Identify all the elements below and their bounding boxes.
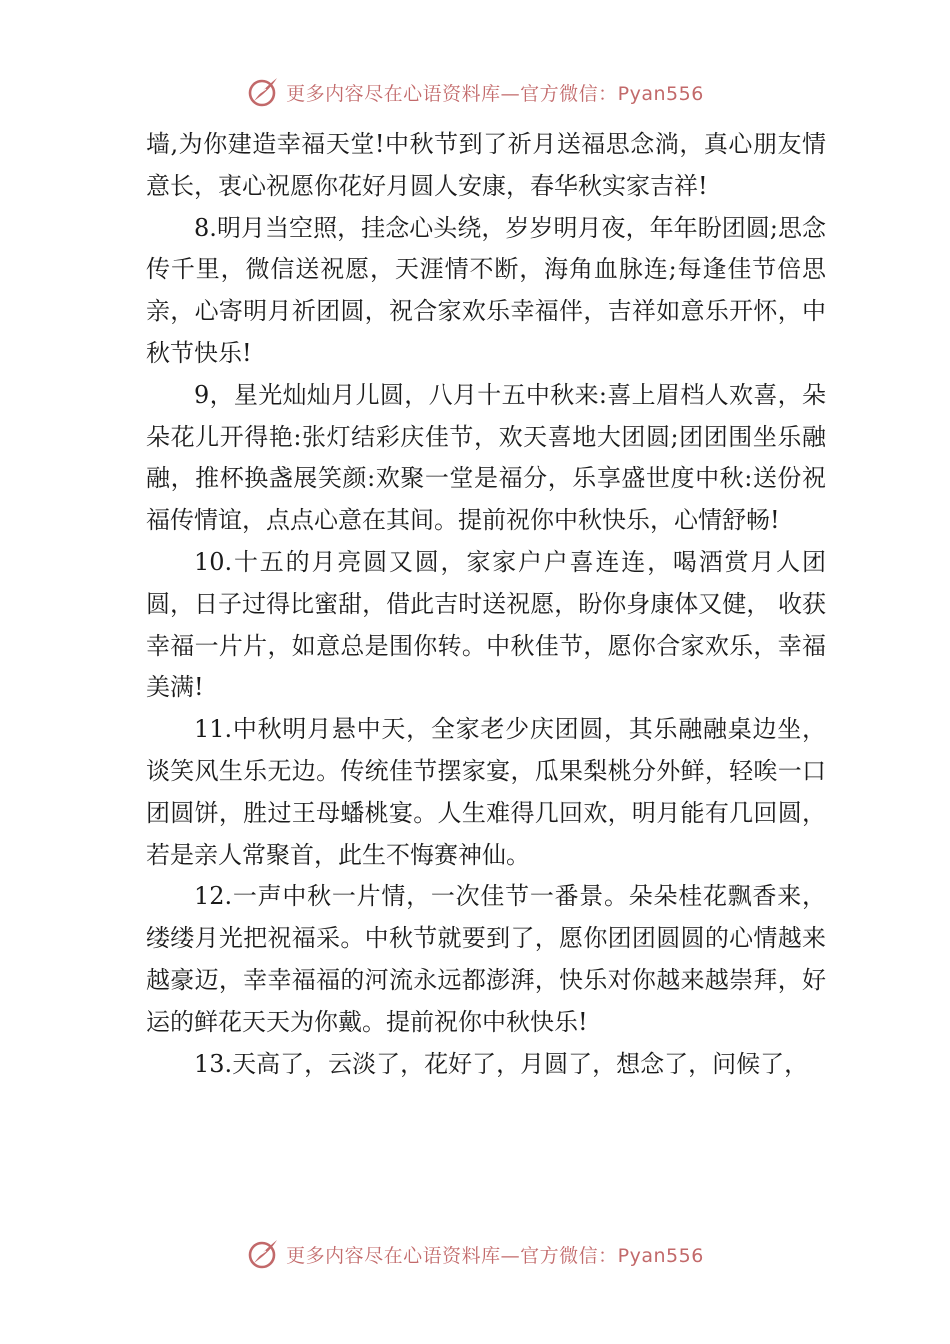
- document-body: [146, 124, 826, 1085]
- paragraph-10: 10.十五的月亮圆又圆，家家户户喜连连，喝酒赏月人团圆，日子过得比蜜甜，借此吉时送祝愿，盼你身康体又健， 收获幸福一片片，如意总是围你转。中秋佳节，愿你合家欢乐，幸福美满!: [146, 547, 826, 702]
- watermark-text: [286, 1241, 704, 1268]
- watermark-brand: 更多内容尽在心语资料库—官方微信：: [286, 1244, 618, 1267]
- footer-watermark: [0, 1234, 950, 1274]
- header-watermark: [0, 72, 950, 112]
- watermark-wechat-id: Pyan556: [617, 1244, 704, 1267]
- watermark-text: [286, 79, 704, 106]
- quill-circle-logo-icon: [246, 75, 280, 109]
- paragraph-1: 墙,为你建造幸福天堂!中秋节到了祈月送福思念淌，真心朋友情意长，衷心祝愿你花好月圆人安康，春华秋实家吉祥!: [146, 130, 826, 200]
- paragraph-8: 8.明月当空照，挂念心头绕，岁岁明月夜，年年盼团圆;思念传千里，微信送祝愿，天涯情不断，海角血脉连;每逢佳节倍思亲，心寄明月祈团圆，祝合家欢乐幸福伴，吉祥如意乐开怀，中秋节快乐!: [146, 213, 826, 367]
- paragraph-9: 9，星光灿灿月儿圆，八月十五中秋来:喜上眉档人欢喜，朵朵花儿开得艳:张灯结彩庆佳节，欢天喜地大团圆;团团围坐乐融融，推杯换盏展笑颜:欢聚一堂是福分，乐享盛世度中秋:送份祝福传情谊，点点心意在其间。提前祝你中秋快乐，心情舒畅!: [146, 380, 826, 535]
- paragraph-13: 13.天高了，云淡了，花好了，月圆了，想念了，问候了，: [194, 1049, 809, 1078]
- watermark-brand: 更多内容尽在心语资料库—官方微信：: [286, 82, 618, 105]
- paragraph-12: 12.一声中秋一片情，一次佳节一番景。朵朵桂花飘香来，缕缕月光把祝福采。中秋节就要到了，愿你团团圆圆的心情越来越豪迈，幸幸福福的河流永远都澎湃，快乐对你越来越崇拜，好运的鲜花天天为你戴。提前祝你中秋快乐!: [146, 882, 826, 1036]
- paragraph-11: 11.中秋明月悬中天，全家老少庆团圆，其乐融融桌边坐，谈笑风生乐无边。传统佳节摆家宴，瓜果梨桃分外鲜，轻唉一口团圆饼，胜过王母蟠桃宴。人生难得几回欢，明月能有几回圆，若是亲人常聚首，此生不悔赛神仙。: [146, 715, 826, 869]
- watermark-wechat-id: Pyan556: [617, 82, 704, 105]
- quill-circle-logo-icon: [246, 1237, 280, 1271]
